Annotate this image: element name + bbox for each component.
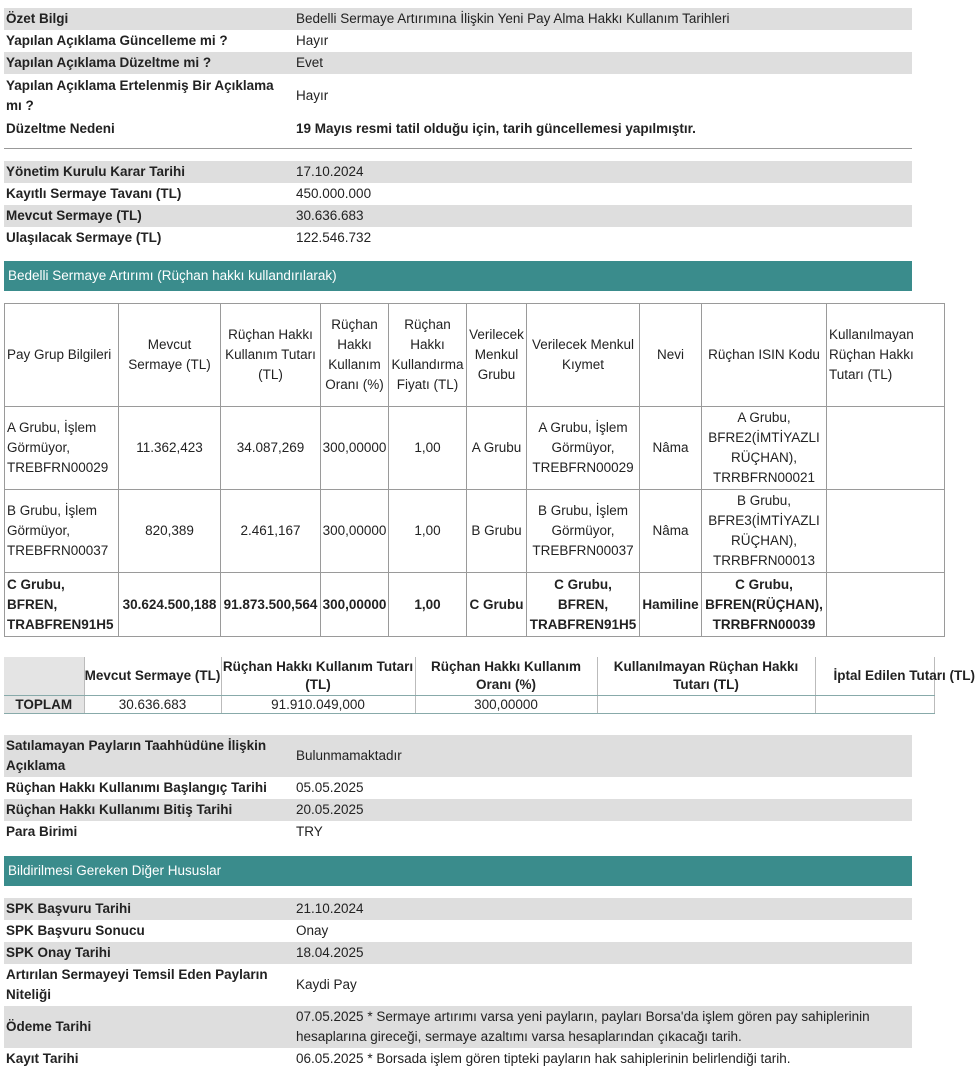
other-table — [4, 898, 912, 1070]
totals-corner — [4, 657, 84, 695]
table-cell: 30.624.500,188 — [119, 573, 221, 637]
table-cell: C Grubu, BFREN, TRABFREN91H5 — [527, 573, 640, 637]
table-cell: 30.636.683 — [84, 695, 221, 713]
summary-value: Hayır — [296, 88, 329, 103]
summary-row — [4, 118, 912, 140]
dates-value: TRY — [296, 824, 323, 839]
other-label: Artırılan Sermayeyi Temsil Eden Payların Niteliği — [6, 967, 268, 1002]
dates-label: Rüçhan Hakkı Kullanımı Başlangıç Tarihi — [6, 780, 267, 795]
table-cell: 1,00 — [389, 490, 467, 573]
table-cell: C Grubu — [467, 573, 527, 637]
table-cell: 300,00000 — [321, 490, 389, 573]
capital-label: Yönetim Kurulu Karar Tarihi — [6, 164, 186, 179]
table-row — [5, 573, 945, 637]
column-header: Rüçhan Hakkı Kullanım Tutarı (TL) — [221, 657, 415, 695]
dates-row — [4, 821, 912, 843]
table-cell — [815, 695, 934, 713]
table-cell: 1,00 — [389, 573, 467, 637]
table-cell: B Grubu — [467, 490, 527, 573]
table-cell: C Grubu, BFREN(RÜÇHAN), TRRBFRN00039 — [702, 573, 827, 637]
other-row — [4, 1006, 912, 1048]
capital-row — [4, 205, 912, 227]
correction-reason: 19 Mayıs resmi tatil olduğu için, tarih güncellemesi yapılmıştır. — [296, 121, 696, 136]
other-row — [4, 898, 912, 920]
column-header: Verilecek Menkul Kıymet — [527, 304, 640, 407]
summary-label: Özet Bilgi — [6, 11, 69, 26]
dates-label: Para Birimi — [6, 824, 78, 839]
table-cell: A Grubu, BFRE2(İMTİYAZLI RÜÇHAN), TRRBFRN00021 — [702, 407, 827, 490]
summary-value: Evet — [296, 55, 324, 70]
summary-value: Hayır — [296, 33, 329, 48]
capital-value: 30.636.683 — [296, 208, 364, 223]
column-header: Verilecek Menkul Grubu — [467, 304, 527, 407]
totals-table — [4, 657, 975, 714]
rights-table — [4, 303, 945, 637]
column-header: Rüçhan Hakkı Kullanım Oranı (%) — [415, 657, 597, 695]
capital-label: Ulaşılacak Sermaye (TL) — [6, 230, 162, 245]
summary-row — [4, 74, 912, 118]
totals-label: TOPLAM — [4, 695, 84, 713]
dates-row — [4, 799, 912, 821]
table-cell: 2.461,167 — [221, 490, 321, 573]
table-cell: A Grubu, İşlem Görmüyor, TREBFRN00029 — [5, 407, 119, 490]
dates-value: 05.05.2025 — [296, 780, 364, 795]
totals-header-row — [4, 657, 934, 695]
column-header: Rüçhan ISIN Kodu — [702, 304, 827, 407]
dates-row — [4, 777, 912, 799]
table-header-row — [5, 304, 945, 407]
table-cell: Nâma — [640, 407, 702, 490]
column-header: Rüçhan Hakkı Kullandırma Fiyatı (TL) — [389, 304, 467, 407]
column-header: Nevi — [640, 304, 702, 407]
table-cell: 300,00000 — [321, 573, 389, 637]
summary-row — [4, 52, 912, 74]
other-label: Kayıt Tarihi — [6, 1051, 79, 1066]
other-value: 07.05.2025 * Sermaye artırımı varsa yeni payların, payları Borsa'da işlem gören pay sahiplerinin hesaplarına gireceği, sermaye azaltımı varsa hesaplarından çıkacağı tarih. — [296, 1009, 870, 1044]
table-cell: 91.910.049,000 — [221, 695, 415, 713]
capital-row — [4, 183, 912, 205]
dates-table — [4, 735, 912, 843]
dates-label: Satılamayan Payların Taahhüdüne İlişkin Açıklama — [6, 738, 267, 773]
table-row — [5, 490, 945, 573]
capital-value: 17.10.2024 — [296, 164, 364, 179]
dates-value: Bulunmamaktadır — [296, 748, 402, 763]
summary-value: Bedelli Sermaye Artırımına İlişkin Yeni Pay Alma Hakkı Kullanım Tarihleri — [296, 11, 730, 26]
table-cell: 820,389 — [119, 490, 221, 573]
other-value: Onay — [296, 923, 329, 938]
column-header: Rüçhan Hakkı Kullanım Tutarı (TL) — [221, 304, 321, 407]
table-cell: B Grubu, İşlem Görmüyor, TREBFRN00037 — [527, 490, 640, 573]
dates-row — [4, 735, 912, 777]
table-cell: B Grubu, İşlem Görmüyor, TREBFRN00037 — [5, 490, 119, 573]
summary-label: Yapılan Açıklama Düzeltme mi ? — [6, 55, 212, 70]
other-value: 21.10.2024 — [296, 901, 364, 916]
table-cell — [597, 695, 815, 713]
dates-value: 20.05.2025 — [296, 802, 364, 817]
table-cell — [827, 490, 945, 573]
summary-label: Yapılan Açıklama Ertelenmiş Bir Açıklama mı ? — [6, 78, 274, 113]
table-cell — [827, 573, 945, 637]
divider — [4, 148, 912, 149]
column-header: Kullanılmayan Rüçhan Hakkı Tutarı (TL) — [597, 657, 815, 695]
column-header: Mevcut Sermaye (TL) — [84, 657, 221, 695]
table-cell — [827, 407, 945, 490]
table-cell: 300,00000 — [415, 695, 597, 713]
other-label: SPK Başvuru Tarihi — [6, 901, 132, 916]
totals-row — [4, 695, 934, 713]
table-cell: B Grubu, BFRE3(İMTİYAZLI RÜÇHAN), TRRBFRN00013 — [702, 490, 827, 573]
table-row — [5, 407, 945, 490]
table-cell: 1,00 — [389, 407, 467, 490]
other-label: Ödeme Tarihi — [6, 1019, 92, 1034]
rights-table-wrapper — [4, 303, 912, 636]
capital-value: 450.000.000 — [296, 186, 372, 201]
table-cell: A Grubu, İşlem Görmüyor, TREBFRN00029 — [527, 407, 640, 490]
table-cell: 300,00000 — [321, 407, 389, 490]
table-cell: 91.873.500,564 — [221, 573, 321, 637]
summary-label: Düzeltme Nedeni — [6, 121, 115, 136]
capital-row — [4, 227, 912, 249]
table-cell: 34.087,269 — [221, 407, 321, 490]
summary-row — [4, 30, 912, 52]
capital-table — [4, 161, 912, 249]
other-row — [4, 1048, 912, 1070]
table-cell: C Grubu, BFREN, TRABFREN91H5 — [5, 573, 119, 637]
table-cell: Nâma — [640, 490, 702, 573]
column-header: Rüçhan Hakkı Kullanım Oranı (%) — [321, 304, 389, 407]
other-row — [4, 964, 912, 1006]
capital-label: Kayıtlı Sermaye Tavanı (TL) — [6, 186, 182, 201]
table-cell: A Grubu — [467, 407, 527, 490]
capital-label: Mevcut Sermaye (TL) — [6, 208, 142, 223]
table-cell: 11.362,423 — [119, 407, 221, 490]
capital-value: 122.546.732 — [296, 230, 372, 245]
column-header: İptal Edilen Tutarı (TL) — [815, 657, 934, 695]
other-value: 06.05.2025 * Borsada işlem gören tipteki payların hak sahiplerinin belirlendiği tarih. — [296, 1051, 791, 1066]
other-row — [4, 920, 912, 942]
summary-label: Yapılan Açıklama Güncelleme mi ? — [6, 33, 228, 48]
summary-table — [4, 8, 912, 140]
column-header: Mevcut Sermaye (TL) — [119, 304, 221, 407]
totals-table-wrapper — [4, 657, 975, 714]
rights-section-header: Bedelli Sermaye Artırımı (Rüçhan hakkı kullandırılarak) — [4, 261, 912, 291]
other-row — [4, 942, 912, 964]
table-cell: Hamiline — [640, 573, 702, 637]
other-value: Kaydi Pay — [296, 977, 357, 992]
column-header: Kullanılmayan Rüçhan Hakkı Tutarı (TL) — [827, 304, 945, 407]
other-value: 18.04.2025 — [296, 945, 364, 960]
capital-row — [4, 161, 912, 183]
summary-row — [4, 8, 912, 30]
dates-label: Rüçhan Hakkı Kullanımı Bitiş Tarihi — [6, 802, 233, 817]
column-header: Pay Grup Bilgileri — [5, 304, 119, 407]
other-label: SPK Başvuru Sonucu — [6, 923, 145, 938]
other-section-header: Bildirilmesi Gereken Diğer Hususlar — [4, 856, 912, 886]
other-label: SPK Onay Tarihi — [6, 945, 111, 960]
